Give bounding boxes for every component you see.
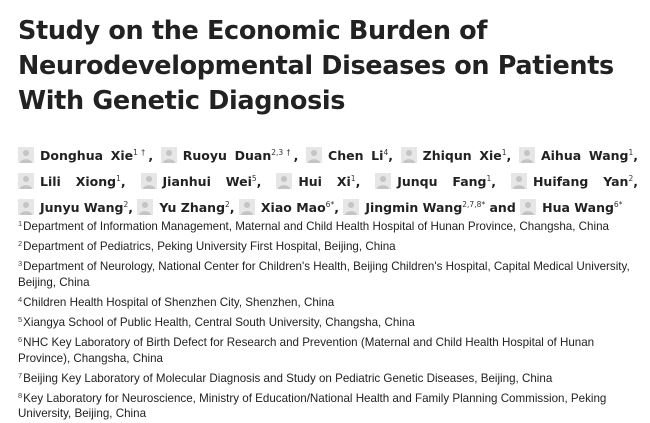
author[interactable] xyxy=(520,200,622,215)
title-line: Neurodevelopmental Diseases on Patients xyxy=(18,51,614,81)
author[interactable] xyxy=(18,174,126,189)
affiliation-item xyxy=(18,312,643,330)
author-affiliation-marker[interactable]: 1 xyxy=(628,148,634,157)
article-title xyxy=(18,14,643,119)
author-separator: , xyxy=(148,148,154,163)
author-avatar-icon xyxy=(276,173,292,189)
author-separator: , xyxy=(355,174,361,189)
author[interactable] xyxy=(401,148,512,163)
author-separator: , xyxy=(256,174,262,189)
author-separator: , xyxy=(388,148,393,163)
author-name[interactable]: Donghua Xie xyxy=(40,148,134,163)
author-name[interactable]: Xiao Mao xyxy=(260,200,326,215)
affiliation-number: 1 xyxy=(18,219,23,228)
affiliation-item xyxy=(18,388,643,422)
author-affiliation-marker[interactable]: 2 xyxy=(123,200,129,209)
author-name[interactable]: Zhiqun Xie xyxy=(422,148,502,163)
author-avatar-icon xyxy=(511,173,527,189)
author-avatar-icon xyxy=(239,199,255,215)
author-avatar-icon xyxy=(137,199,153,215)
author[interactable] xyxy=(343,200,485,215)
affiliation-list xyxy=(18,216,643,423)
affiliation-text: Department of Information Management, Maternal and Child Health Hospital of Hunan Province, Changsha, China xyxy=(23,220,609,233)
affiliation-item xyxy=(18,216,643,234)
author-avatar-icon xyxy=(343,199,359,215)
title-line: Study on the Economic Burden of xyxy=(18,16,488,46)
author[interactable] xyxy=(18,148,153,163)
author-affiliation-marker[interactable]: 2,7,8* xyxy=(462,200,486,209)
author-separator: , xyxy=(128,200,134,215)
author-name[interactable]: Hui Xi xyxy=(298,174,351,189)
affiliation-item xyxy=(18,292,643,310)
author-separator: , xyxy=(491,174,497,189)
author[interactable] xyxy=(18,200,133,215)
author-list xyxy=(18,141,638,219)
author-affiliation-marker[interactable]: 1 xyxy=(501,148,507,157)
author-avatar-icon xyxy=(519,147,535,163)
author-name[interactable]: Lili Xiong xyxy=(40,174,117,189)
author[interactable] xyxy=(276,174,360,189)
author-avatar-icon xyxy=(306,147,322,163)
author-affiliation-marker[interactable]: 2 xyxy=(225,200,230,209)
author-name[interactable]: Junqu Fang xyxy=(397,174,487,189)
author-affiliation-marker[interactable]: 2,3† xyxy=(271,148,294,157)
author[interactable] xyxy=(161,148,299,163)
author-separator: , xyxy=(229,200,235,215)
author-separator: , xyxy=(120,174,126,189)
affiliation-item xyxy=(18,256,643,290)
author-avatar-icon xyxy=(18,147,34,163)
affiliation-number: 3 xyxy=(18,259,23,269)
author-name[interactable]: Yu Zhang xyxy=(159,200,226,215)
author[interactable] xyxy=(306,148,393,163)
affiliation-text: Beijing Key Laboratory of Molecular Diagnosis and Study on Pediatric Genetic Diseases, Beijing, China xyxy=(23,371,553,385)
author-avatar-icon xyxy=(375,173,391,189)
affiliation-text: Key Laboratory for Neuroscience, Ministry of Education/National Health and Family Planning Commission, Peking University, Beijing, China xyxy=(18,391,607,421)
author[interactable] xyxy=(141,174,262,189)
author-affiliation-marker[interactable]: 1 xyxy=(350,174,356,183)
affiliation-text: Children Health Hospital of Shenzhen City, Shenzhen, China xyxy=(23,295,335,309)
author-name[interactable]: Jianhui Wei xyxy=(162,174,252,189)
author-separator: , xyxy=(633,174,638,189)
author-name[interactable]: Hua Wang xyxy=(542,200,614,215)
author-avatar-icon xyxy=(401,147,417,163)
title-line: With Genetic Diagnosis xyxy=(18,86,346,116)
author-name[interactable]: Junyu Wang xyxy=(40,200,124,215)
author[interactable] xyxy=(239,200,339,215)
author-affiliation-marker[interactable]: 1† xyxy=(133,148,149,157)
author-name[interactable]: Chen Li xyxy=(328,148,384,163)
affiliation-item xyxy=(18,332,643,366)
author-affiliation-marker[interactable]: 5 xyxy=(251,174,257,183)
affiliation-number: 7 xyxy=(18,370,23,380)
author[interactable] xyxy=(519,148,638,163)
author-avatar-icon xyxy=(161,147,177,163)
affiliation-number: 6 xyxy=(18,335,23,345)
author-affiliation-marker[interactable]: 6* xyxy=(325,200,335,209)
author-separator: , xyxy=(293,148,299,163)
author-name[interactable]: Ruoyu Duan xyxy=(182,148,272,163)
affiliation-text: Department of Pediatrics, Peking University First Hospital, Beijing, China xyxy=(23,240,396,254)
affiliation-text: Xiangya School of Public Health, Central South University, Changsha, China xyxy=(23,316,415,330)
author-affiliation-marker[interactable]: 4 xyxy=(383,148,389,157)
author-name[interactable]: Aihua Wang xyxy=(540,148,629,163)
affiliation-item xyxy=(18,236,643,254)
author[interactable] xyxy=(137,200,234,215)
affiliation-text: Department of Neurology, National Center for Children's Health, Beijing Children's Hospital, Capital Medical University, Beijing, China xyxy=(18,260,630,289)
affiliation-number: 8 xyxy=(18,390,23,400)
affiliation-text: NHC Key Laboratory of Birth Defect for Research and Prevention (Maternal and Child Health Hospital of Hunan Province), Changsha, China xyxy=(18,336,595,365)
author-affiliation-marker[interactable]: 1 xyxy=(486,174,492,183)
author[interactable] xyxy=(511,174,638,189)
author-affiliation-marker[interactable]: 2 xyxy=(628,174,634,183)
author-avatar-icon xyxy=(18,199,34,215)
author-separator: , xyxy=(633,148,639,163)
author[interactable] xyxy=(375,174,496,189)
author-separator: , xyxy=(334,200,339,215)
author-name[interactable]: Jingmin Wang xyxy=(365,200,463,215)
author-avatar-icon xyxy=(141,173,157,189)
author-affiliation-marker[interactable]: 1 xyxy=(116,174,121,183)
author-avatar-icon xyxy=(18,173,34,189)
affiliation-number: 5 xyxy=(18,315,23,325)
affiliation-number: 4 xyxy=(18,294,23,304)
author-affiliation-marker[interactable]: 6* xyxy=(613,200,623,209)
author-name[interactable]: Huifang Yan xyxy=(532,174,629,189)
affiliation-item xyxy=(18,368,643,386)
author-avatar-icon xyxy=(520,199,536,215)
affiliation-number: 2 xyxy=(18,239,23,249)
author-separator: , xyxy=(506,148,512,163)
and-conjunction: and xyxy=(489,200,516,215)
